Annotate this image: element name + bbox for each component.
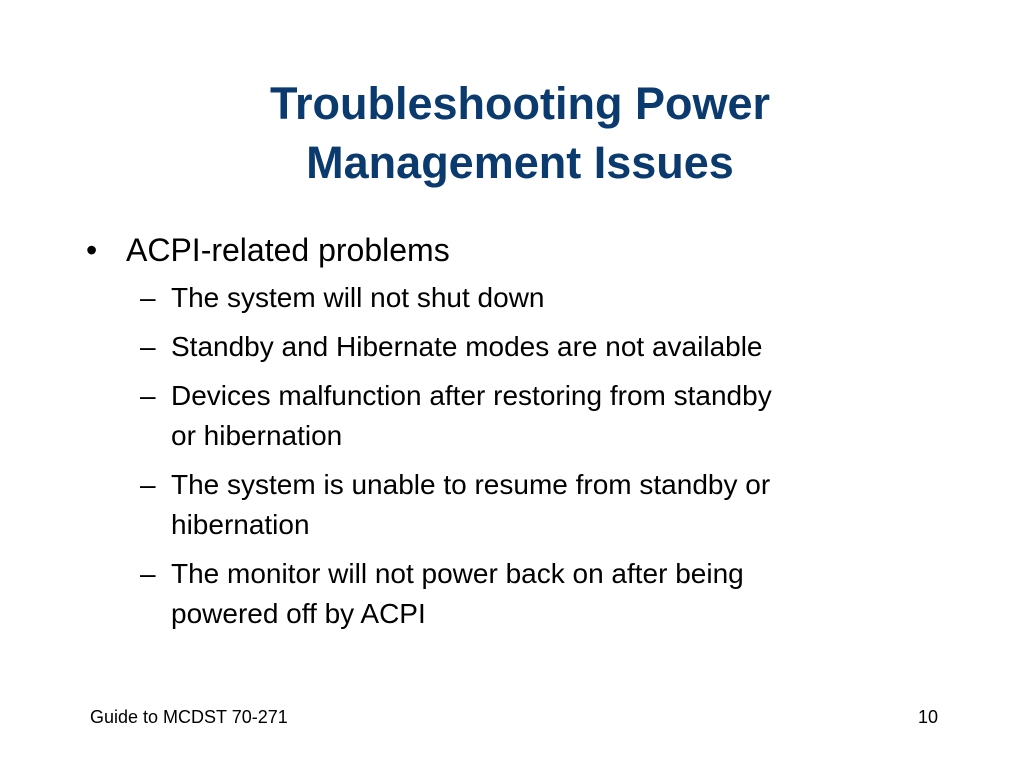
bullet-marker: • [86,232,98,268]
slide-body [86,228,946,643]
sub-bullet-text: The system will not shut down [171,282,545,313]
dash-marker: – [140,469,156,500]
sub-bullet-text: Standby and Hibernate modes are not available [171,331,763,362]
bullet-acpi-problems [86,228,946,272]
footer-course-title: Guide to MCDST 70-271 [90,707,288,727]
sub-bullet-text-line-1: The monitor will not power back on after being [171,558,744,589]
dash-marker: – [140,558,156,589]
sub-bullet-monitor-power [140,554,931,634]
slide-title-line-2: Management Issues [306,137,734,188]
sub-bullet-devices-malfunction [140,376,931,456]
dash-marker: – [140,380,156,411]
sub-bullet-unable-resume [140,465,931,545]
sub-bullet-text-line-1: Devices malfunction after restoring from standby [171,380,772,411]
slide-title [150,74,890,192]
slide-title-line-1: Troubleshooting Power [269,78,770,129]
footer-page-number: 10 [917,707,938,727]
dash-marker: – [140,331,156,362]
bullet-text: ACPI-related problems [126,232,450,268]
sub-bullet-shutdown [140,278,931,318]
sub-bullet-text-line-1: The system is unable to resume from standby or [171,469,771,500]
dash-marker: – [140,282,156,313]
sub-bullet-text-line-2: or hibernation [171,420,343,451]
sub-bullet-text-line-2: powered off by ACPI [171,598,426,629]
sub-bullet-text-line-2: hibernation [171,509,310,540]
sub-bullet-standby-hibernate [140,327,931,367]
sub-bullet-list [140,278,946,634]
